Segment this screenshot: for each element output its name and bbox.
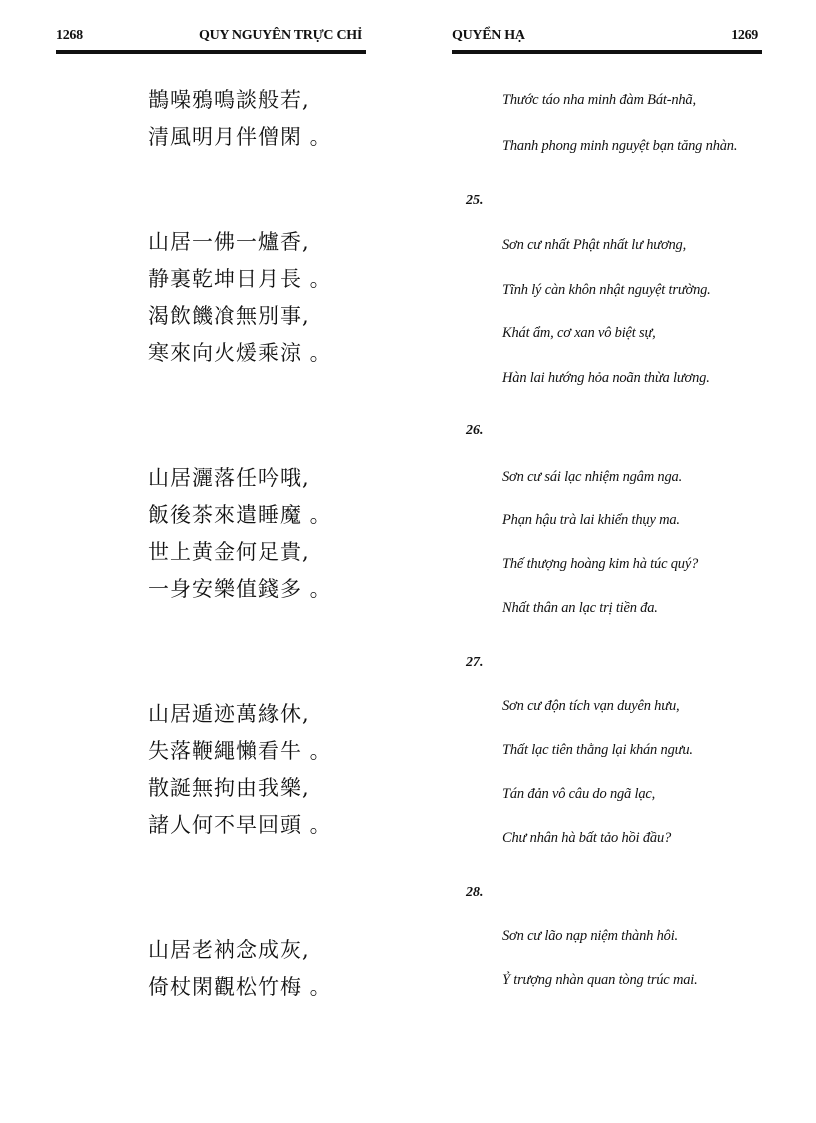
han-line: 失落鞭繩懶看牛 。 [148,739,332,763]
verse-line: Ỷ trượng nhàn quan tòng trúc mai. [502,972,698,988]
han-line: 諸人何不早回頭 。 [148,813,332,837]
han-line: 世上黄金何足貴, [148,540,310,564]
han-stanza [148,932,332,1006]
verse-line: Chư nhân hà bất tảo hồi đầu? [502,830,672,846]
han-line: 山居一佛一爐香, [148,230,310,254]
section-number: 25. [466,193,484,208]
han-stanza [148,696,332,844]
han-line: 山居遁迹萬緣休, [148,702,310,726]
section-number: 26. [466,423,484,438]
verse-line: Phạn hậu trà lai khiển thụy ma. [502,512,680,528]
verse-line: Sơn cư sái lạc nhiệm ngâm nga. [502,469,683,485]
right-page-number: 1269 [731,28,758,43]
verse-line: Hàn lai hướng hỏa noãn thừa lương. [502,370,710,386]
verse-line: Nhất thân an lạc trị tiền đa. [502,600,658,616]
han-line: 静裏乾坤日月長 。 [148,267,332,291]
right-page-body [452,60,762,1060]
han-line: 散誕無拘由我樂, [148,776,310,800]
han-line: 倚杖閑觀松竹梅 。 [148,975,332,999]
han-line: 鵲噪鴉鳴談般若, [148,88,310,112]
section-number: 27. [466,655,484,670]
right-page-header [452,24,762,46]
han-line: 寒來向火煖乘涼 。 [148,341,332,365]
verse-line: Thanh phong minh nguyệt bạn tăng nhàn. [502,138,738,154]
left-page-header [56,24,366,46]
verse-line: Khát ẩm, cơ xan vô biệt sự, [502,325,656,341]
left-page-number: 1268 [56,28,83,43]
han-line: 渴飲饑飡無別事, [148,304,310,328]
verse-line: Thế thượng hoàng kim hà túc quý? [502,556,699,572]
verse-line: Thước táo nha minh đàm Bát-nhã, [502,92,696,108]
right-running-title: QUYỂN HẠ [452,28,525,43]
han-line: 飯後茶來遣睡魔 。 [148,503,332,527]
han-line: 山居灑落任吟哦, [148,466,310,490]
verse-line: Sơn cư lão nạp niệm thành hôi. [502,928,678,944]
right-header-rule [452,50,762,54]
section-number: 28. [466,885,484,900]
han-line: 一身安樂值錢多 。 [148,577,332,601]
verse-line: Tán đản vô câu do ngã lạc, [502,786,656,802]
left-page-body [148,60,358,1060]
left-running-title: QUY NGUYÊN TRỰC CHỈ [199,28,362,43]
verse-line: Sơn cư nhất Phật nhất lư hương, [502,237,687,253]
han-line: 山居老衲念成灰, [148,938,310,962]
han-stanza [148,224,332,372]
han-stanza [148,460,332,608]
han-stanza [148,82,332,156]
verse-line: Sơn cư độn tích vạn duyên hưu, [502,698,680,714]
han-line: 清風明月伴僧閑 。 [148,125,332,149]
left-header-rule [56,50,366,54]
verse-line: Tĩnh lý càn khôn nhật nguyệt trường. [502,282,711,298]
verse-line: Thất lạc tiên thằng lại khán ngưu. [502,742,693,758]
